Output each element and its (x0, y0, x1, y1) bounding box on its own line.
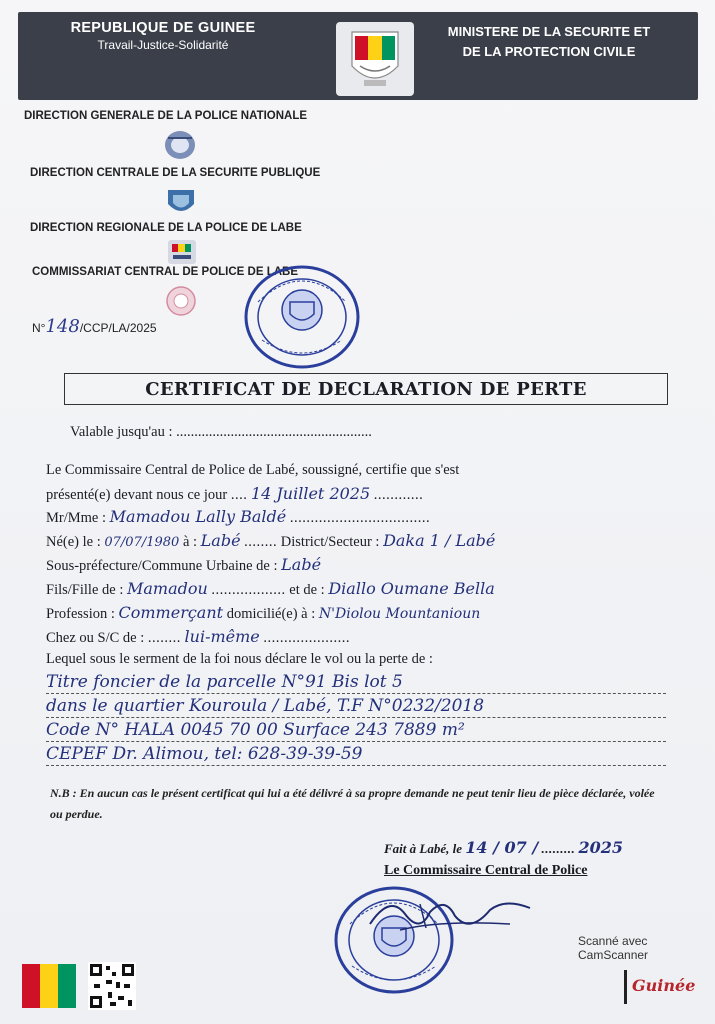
father-label: Fils/Fille de : (46, 582, 124, 598)
loss-description-line-3: Code N° HALA 0045 70 00 Surface 243 7889 m² (46, 720, 666, 742)
presented-label: présenté(e) devant nous ce jour (46, 487, 228, 503)
loss-description-line-1: Titre foncier de la parcelle N°91 Bis lot 5 (46, 672, 666, 694)
reference-prefix: N° (32, 321, 46, 335)
parents-line: Fils/Fille de : Mamadou .................. et de : Diallo Oumane Bella (46, 579, 495, 598)
republic-title: REPUBLIQUE DE GUINEE (70, 20, 256, 36)
reference-suffix: /CCP/LA/2025 (79, 321, 157, 335)
district-value: Daka 1 / Labé (383, 531, 496, 550)
coat-of-arms-icon (330, 18, 420, 100)
signature-year: 2025 (578, 838, 623, 857)
mother-label: et de : (289, 582, 325, 598)
scanner-watermark: Scanné avec CamScanner (578, 934, 649, 962)
birth-date-value: 07/07/1980 (104, 535, 180, 550)
brand-logo: Guinée (632, 976, 696, 995)
district-label: District/Secteur : (280, 534, 380, 550)
loss-description-line-4: CEPEF Dr. Alimou, tel: 628-39-39-59 (46, 744, 666, 766)
presented-line: présenté(e) devant nous ce jour .... 14 Juillet 2025 ............ (46, 484, 424, 503)
header-band (18, 12, 698, 100)
brand-divider (624, 970, 627, 1004)
police-stamp-top-icon (242, 262, 362, 372)
care-of-label: Chez ou S/C de : (46, 630, 145, 646)
name-label: Mr/Mme : (46, 510, 107, 526)
ministry-line-2: DE LA PROTECTION CIVILE (462, 44, 636, 59)
directorate-regional: DIRECTION REGIONALE DE LA POLICE DE LABE (30, 222, 302, 234)
oath-line: Lequel sous le serment de la foi nous déclare le vol ou la perte de : (46, 651, 433, 667)
subprefecture-value: Labé (281, 555, 322, 574)
birth-place-value: Labé (200, 531, 241, 550)
name-line: Mr/Mme : Mamadou Lally Baldé .................................. (46, 507, 431, 526)
valid-until-line: Valable jusqu'au : ...................................................... (70, 424, 372, 440)
commissariat-seal-icon (164, 284, 198, 318)
care-of-value: lui-même (184, 627, 260, 646)
profession-value: Commerçant (118, 603, 224, 622)
father-value: Mamadou (126, 579, 208, 598)
security-shield-icon (164, 186, 198, 220)
presented-value: 14 Juillet 2025 (250, 484, 371, 503)
birth-label: Né(e) le : (46, 534, 101, 550)
signatory-role: Le Commissaire Central de Police (384, 863, 588, 878)
subprefecture-line (46, 555, 321, 575)
intro-line: Le Commissaire Central de Police de Labé, soussigné, certifie que s'est (46, 462, 460, 478)
domicile-label: domicilié(e) à : (226, 606, 316, 622)
guinea-flag-icon (22, 964, 76, 1008)
reference-handwritten-number: 148 (45, 316, 80, 337)
directorate-central: DIRECTION CENTRALE DE LA SECURITE PUBLIQUE (30, 167, 321, 179)
signature-date: 14 / 07 / (465, 838, 539, 857)
birth-place-label: à : (182, 534, 198, 550)
qr-code-icon (88, 962, 136, 1010)
nota-bene: N.B : En aucun cas le présent certificat qui lui a été délivré à sa propre demande ne peut tenir lieu de pièce déclarée, volée ou perdue. (50, 786, 655, 821)
certificate-title-box (64, 373, 668, 405)
name-value: Mamadou Lally Baldé (109, 507, 287, 526)
domicile-value: N'Diolou Mountanioun (318, 606, 481, 622)
subprefecture-label: Sous-préfecture/Commune Urbaine de : (46, 558, 278, 574)
ministry-title (414, 22, 684, 62)
mother-value: Diallo Oumane Bella (328, 579, 495, 598)
place-date-line: Fait à Labé, le 14 / 07 / ......... 2025 (384, 838, 623, 857)
signature-block (384, 838, 684, 879)
republic-motto: Travail-Justice-Solidarité (97, 38, 229, 52)
reference-number (32, 316, 157, 337)
header-left (38, 20, 288, 52)
birth-line: Né(e) le : 07/07/1980 à : Labé ........ District/Secteur : Daka 1 / Labé (46, 531, 496, 550)
regional-police-icon (166, 238, 198, 266)
place-label: Fait à Labé, le (384, 841, 462, 856)
ministry-line-1: MINISTERE DE LA SECURITE ET (447, 24, 651, 39)
commissariat-central: COMMISSARIAT CENTRAL DE POLICE DE LABE (32, 266, 298, 278)
directorate-general: DIRECTION GENERALE DE LA POLICE NATIONALE (24, 110, 308, 122)
police-badge-icon (162, 128, 198, 162)
handwritten-signature-icon (360, 884, 540, 954)
profession-line (46, 603, 480, 623)
profession-label: Profession : (46, 606, 115, 622)
certificate-title: CERTIFICAT DE DECLARATION DE PERTE (145, 378, 587, 400)
care-of-line: Chez ou S/C de : ........ lui-même ..................... (46, 627, 351, 646)
loss-description-line-2: dans le quartier Kouroula / Labé, T.F N°0232/2018 (46, 696, 666, 718)
